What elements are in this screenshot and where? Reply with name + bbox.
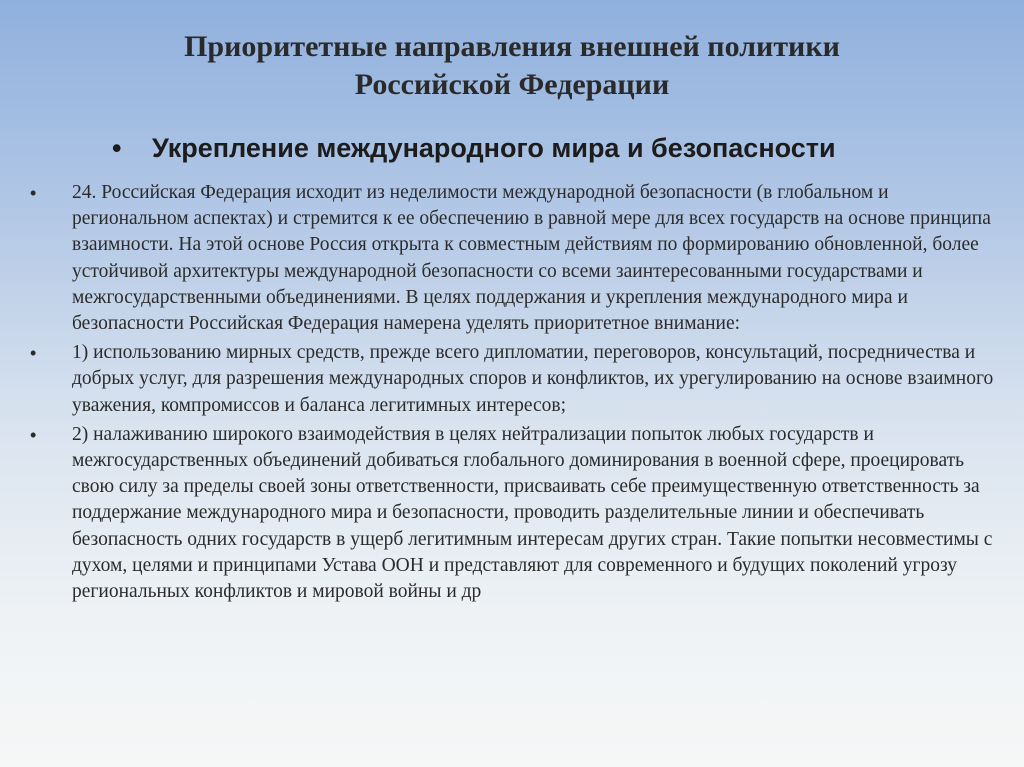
paragraph-text: 2) налаживанию широкого взаимодействия в целях нейтрализации попыток любых государств и межгосударственных объединений добиваться глобального доминирования в военной сфере, проецировать свою силу за пределы своей зоны ответственности, присваивать себе преимущественную ответственность за поддержание международного мира и безопасности, проводить разделительные линии и обеспечивать безопасность одних государств в ущерб легитимным интересам других стран. Такие попытки несовместимы с духом, целями и принципами Устава ООН и представляют для современного и будущих поколений угрозу региональных конфликтов и мировой войны и др xyxy=(72,423,993,603)
subheading-text: Укрепление международного мира и безопасности xyxy=(152,133,836,163)
paragraph-24 xyxy=(30,180,1005,337)
subheading-bullet: • xyxy=(112,133,122,163)
paragraph-item-1 xyxy=(30,340,1005,419)
paragraph-text: 24. Российская Федерация исходит из неделимости международной безопасности (в глобальном и региональном аспектах) и стремится к ее обеспечению в равной мере для всех государств на основе принципа взаимности. На этой основе Россия открыта к совместным действиям по формированию обновленной, более устойчивой архитектуры международной безопасности со всеми заинтересованными государствами и межгосударственными объединениями. В целях поддержания и укрепления международного мира и безопасности Российская Федерация намерена уделять приоритетное внимание: xyxy=(72,182,991,335)
paragraph-text: 1) использованию мирных средств, прежде всего дипломатии, переговоров, консультаций, посредничества и добрых услуг, для разрешения международных споров и конфликтов, их урегулированию на основе взаимного уважения, компромиссов и баланса легитимных интересов; xyxy=(72,342,994,416)
slide-title xyxy=(0,28,1024,104)
subheading xyxy=(112,130,836,166)
bullet-dot: • xyxy=(30,424,37,445)
bullet-dot: • xyxy=(30,343,37,364)
slide-title-line-1: Приоритетные направления внешней политики xyxy=(184,30,840,63)
bullet-dot: • xyxy=(30,183,37,203)
body-text xyxy=(30,180,1005,608)
paragraph-item-2 xyxy=(30,422,1005,605)
slide-title-line-2: Российской Федерации xyxy=(354,68,670,101)
